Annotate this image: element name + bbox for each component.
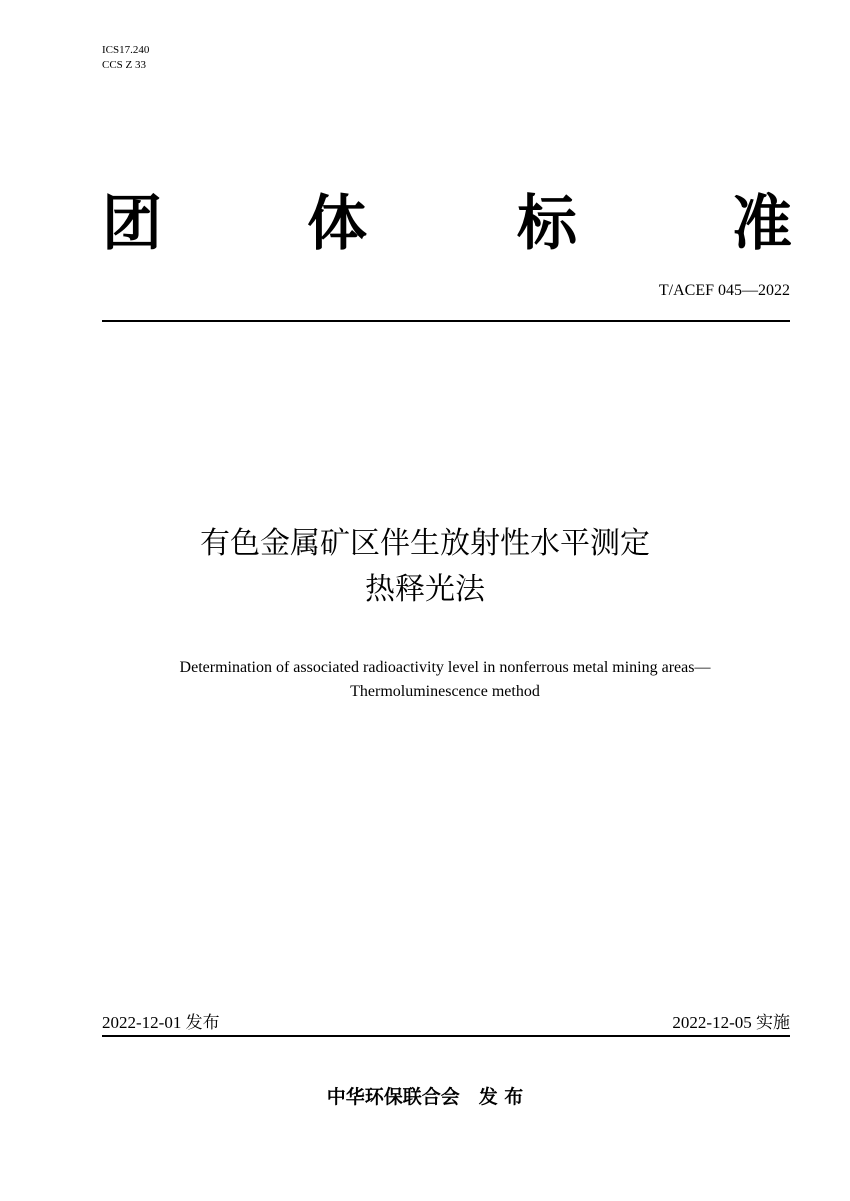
english-title-line-2: Thermoluminescence method bbox=[350, 683, 540, 700]
issue-date: 2022-12-01 发布 bbox=[102, 1013, 220, 1032]
standard-type-char: 体 bbox=[307, 189, 367, 259]
standard-type-char: 团 bbox=[102, 189, 162, 259]
english-title-line-1: Determination of associated radioactivity level in nonferrous metal mining areas— bbox=[179, 659, 711, 676]
implementation-date: 2022-12-05 实施 bbox=[672, 1013, 790, 1032]
chinese-title-line-2: 热释光法 bbox=[365, 572, 485, 607]
ics-code: ICS17.240 bbox=[102, 44, 150, 56]
standard-type-heading bbox=[102, 188, 792, 260]
standard-number: T/ACEF 045—2022 bbox=[658, 282, 790, 299]
classification-codes bbox=[102, 43, 149, 73]
publisher: 中华环保联合会 发 布 bbox=[326, 1086, 524, 1108]
standard-type-char: 标 bbox=[517, 189, 577, 259]
chinese-title-line-1: 有色金属矿区伴生放射性水平测定 bbox=[200, 526, 650, 561]
header-divider bbox=[102, 320, 790, 322]
footer-divider bbox=[102, 1035, 790, 1037]
standard-type-char: 准 bbox=[732, 189, 792, 259]
ccs-code: CCS Z 33 bbox=[102, 59, 147, 71]
